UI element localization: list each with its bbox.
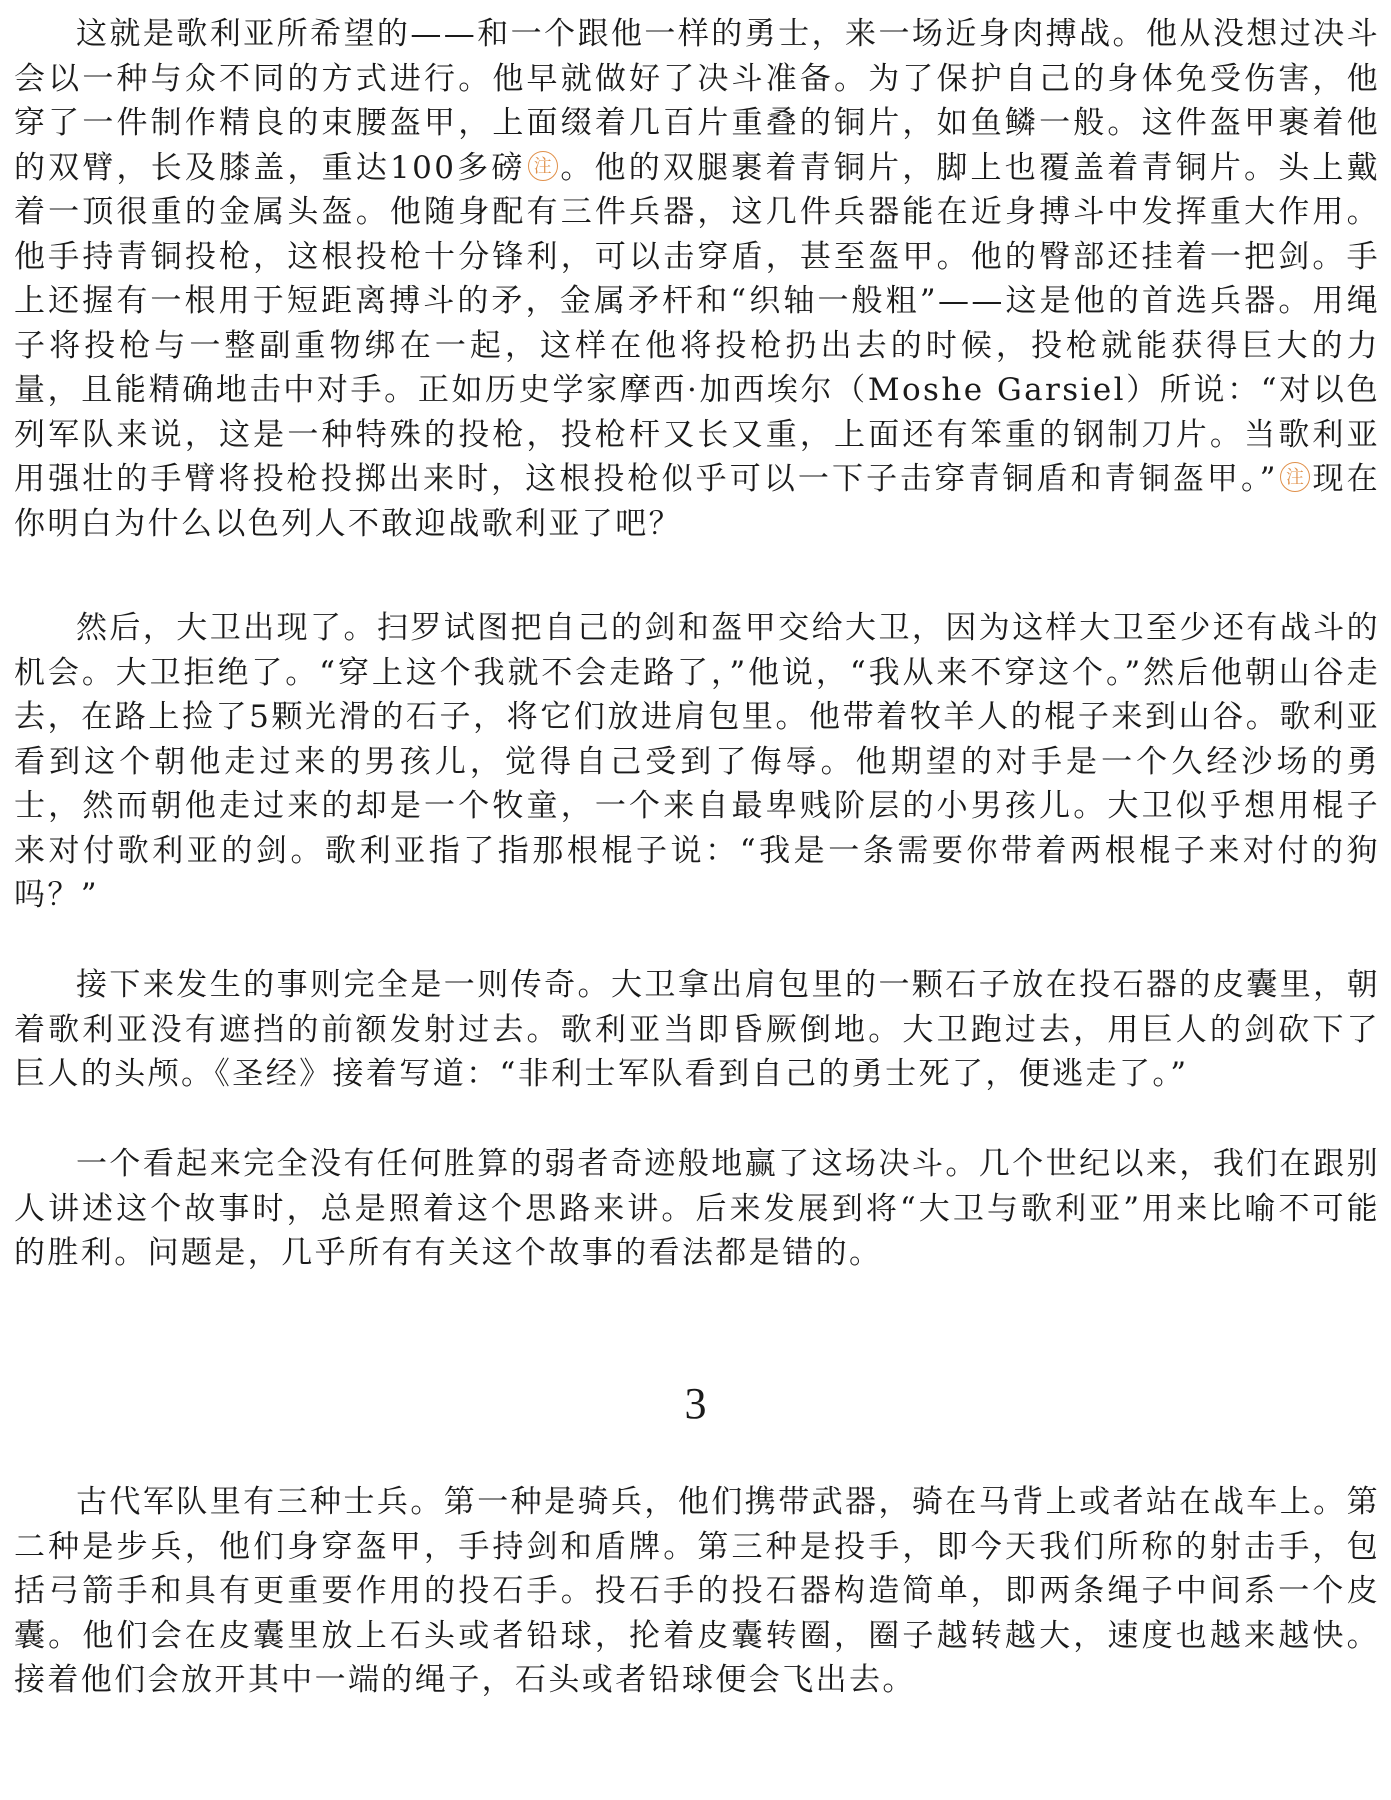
paragraph-ancient-armies: 古代军队里有三种士兵。第一种是骑兵，他们携带武器，骑在马背上或者站在战车上。第二种是步兵，他们身穿盔甲，手持剑和盾牌。第三种是投手，即今天我们所称的射击手，包括弓箭手和具有更重要作用的投石手。投石手的投石器构造简单，即两条绳子中间系一个皮囊。他们会在皮囊里放上石头或者铅球，抡着皮囊转圈，圈子越转越大，速度也越来越快。接着他们会放开其中一端的绳子，石头或者铅球便会飞出去。 bbox=[14, 1484, 1380, 1698]
footnote-marker[interactable]: 注 bbox=[1280, 462, 1310, 492]
footnote-marker[interactable]: 注 bbox=[528, 151, 558, 181]
paragraph-goliath-armor bbox=[14, 12, 1380, 546]
paragraph-david-appears: 然后，大卫出现了。扫罗试图把自己的剑和盔甲交给大卫，因为这样大卫至少还有战斗的机会。大卫拒绝了。“穿上这个我就不会走路了，”他说，“我从来不穿这个。”然后他朝山谷走去，在路上捡了5颗光滑的石子，将它们放进肩包里。他带着牧羊人的棍子来到山谷。歌利亚看到这个朝他走过来的男孩儿，觉得自己受到了侮辱。他期望的对手是一个久经沙场的勇士，然而朝他走过来的却是一个牧童，一个来自最卑贱阶层的小男孩儿。大卫似乎想用棍子来对付歌利亚的剑。歌利亚指了指那根棍子说：“我是一条需要你带着两根棍子来对付的狗吗？” bbox=[14, 610, 1380, 913]
section-number: 3 bbox=[684, 1379, 707, 1428]
paragraph-underdog: 一个看起来完全没有任何胜算的弱者奇迹般地赢了这场决斗。几个世纪以来，我们在跟别人讲述这个故事时，总是照着这个思路来讲。后来发展到将“大卫与歌利亚”用来比喻不可能的胜利。问题是，几乎所有有关这个故事的看法都是错的。 bbox=[14, 1146, 1380, 1271]
paragraph-text-segment: 这就是歌利亚所希望的——和一个跟他一样的勇士，来一场近身肉搏战。他从没想过决斗会以一种与众不同的方式进行。他早就做好了决斗准备。为了保护自己的身体免受伤害，他穿了一件制作精良的束腰盔甲，上面缀着几百片重叠的铜片，如鱼鳞一般。这件盔甲裹着他的双臂，长及膝盖，重达100多磅 bbox=[14, 16, 1380, 186]
paragraph-text-segment: 现在你明白为什么以色列人不敢迎战歌利亚了吧？ bbox=[14, 461, 1380, 542]
paragraph-legend: 接下来发生的事则完全是一则传奇。大卫拿出肩包里的一颗石子放在投石器的皮囊里，朝着歌利亚没有遮挡的前额发射过去。歌利亚当即昏厥倒地。大卫跑过去，用巨人的剑砍下了巨人的头颅。《圣经》接着写道：“非利士军队看到自己的勇士死了，便逃走了。” bbox=[14, 967, 1380, 1092]
paragraph-text-segment: 。他的双腿裹着青铜片，脚上也覆盖着青铜片。头上戴着一顶很重的金属头盔。他随身配有三件兵器，这几件兵器能在近身搏斗中发挥重大作用。他手持青铜投枪，这根投枪十分锋利，可以击穿盾，甚至盔甲。他的臀部还挂着一把剑。手上还握有一根用于短距离搏斗的矛，金属矛杆和“织轴一般粗”——这是他的首选兵器。用绳子将投枪与一整副重物绑在一起，这样在他将投枪扔出去的时候，投枪就能获得巨大的力量，且能精确地击中对手。正如历史学家摩西·加西埃尔（Moshe Garsiel）所说：“对以色列军队来说，这是一种特殊的投枪，投枪杆又长又重，上面还有笨重的钢制刀片。当歌利亚用强壮的手臂将投枪投掷出来时，这根投枪似乎可以一下子击穿青铜盾和青铜盔甲。” bbox=[14, 149, 1380, 497]
